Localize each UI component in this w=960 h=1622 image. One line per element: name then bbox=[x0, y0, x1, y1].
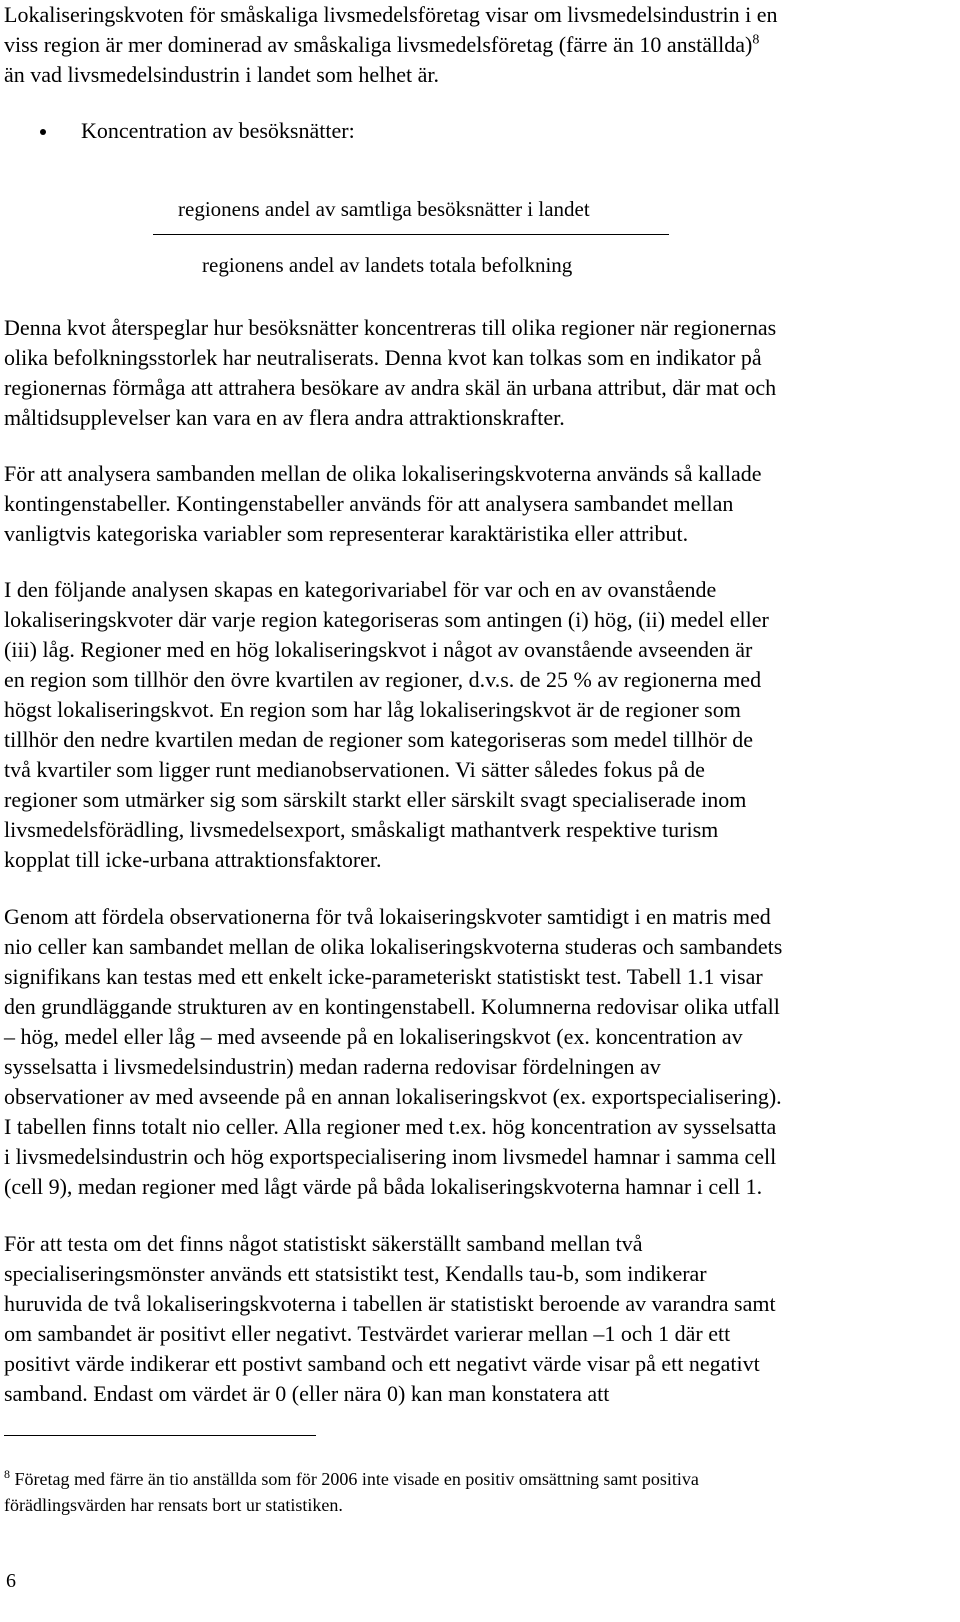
footnote-line: förädlingsvärden har rensats bort ur statistiken. bbox=[4, 1495, 343, 1515]
paragraph-line: den grundläggande strukturen av en kontingenstabell. Kolumnerna redovisar olika utfall bbox=[4, 994, 780, 1019]
paragraph-line: högst lokaliseringskvot. En region som har låg lokaliseringskvot är de regioner som bbox=[4, 697, 741, 722]
body-paragraph bbox=[4, 902, 954, 1202]
fraction-bar bbox=[153, 234, 669, 235]
formula-denominator: regionens andel av landets totala befolkning bbox=[202, 253, 573, 277]
intro-line: än vad livsmedelsindustrin i landet som helhet är. bbox=[4, 62, 440, 87]
body-paragraph bbox=[4, 1229, 954, 1409]
body-paragraph bbox=[4, 575, 954, 875]
paragraph-line: i livsmedelsindustrin och hög exportspecialisering inom livsmedel hamnar i samma cell bbox=[4, 1144, 777, 1169]
paragraph-line: specialiseringsmönster används ett statsistikt test, Kendalls tau-b, som indikerar bbox=[4, 1261, 707, 1286]
footnote-text: Företag med färre än tio anställda som för 2006 inte visade en positiv omsättning samt positiva bbox=[10, 1469, 699, 1489]
paragraph-line: I tabellen finns totalt nio celler. Alla regioner med t.ex. hög koncentration av sysselsatta bbox=[4, 1114, 777, 1139]
paragraph-line: Denna kvot återspeglar hur besöksnätter koncentreras till olika regioner när regionernas bbox=[4, 315, 777, 340]
paragraph-line: observationer av med avseende på en annan lokaliseringskvot (ex. exportspecialisering). bbox=[4, 1084, 782, 1109]
paragraph-line: huruvida de två lokaliseringskvoterna i tabellen är statistiskt beroende av varandra samt bbox=[4, 1291, 776, 1316]
intro-line: Lokaliseringskvoten för småskaliga livsmedelsföretag visar om livsmedelsindustrin i en bbox=[4, 2, 778, 27]
paragraph-line: regionernas förmåga att attrahera besökare av andra skäl än urbana attribut, där mat och bbox=[4, 375, 777, 400]
intro-line-text: viss region är mer dominerad av småskaliga livsmedelsföretag (färre än 10 anställda) bbox=[4, 32, 753, 57]
intro-line-with-footnote bbox=[4, 30, 954, 60]
paragraph-line: lokaliseringskvoter där varje region kategoriseras som antingen (i) hög, (ii) medel eller bbox=[4, 607, 769, 632]
paragraph-line: livsmedelsförädling, livsmedelsexport, småskaligt mathantverk respektive turism bbox=[4, 817, 719, 842]
paragraph-line: positivt värde indikerar ett postivt samband och ett negativt värde visar på ett negativt bbox=[4, 1351, 760, 1376]
body-paragraph bbox=[4, 313, 954, 433]
paragraph-line: en region som tillhör den övre kvartilen av regioner, d.v.s. de 25 % av regionerna med bbox=[4, 667, 762, 692]
footnote bbox=[4, 1466, 954, 1518]
footnote-reference[interactable]: 8 bbox=[752, 32, 760, 48]
paragraph-line: (cell 9), medan regioner med lågt värde på båda lokaliseringskvoterna hamnar i cell 1. bbox=[4, 1174, 763, 1199]
body-paragraph bbox=[4, 459, 954, 549]
footnote-number: 8 bbox=[4, 1467, 10, 1481]
paragraph-line: om sambandet är positivt eller negativt. Testvärdet varierar mellan –1 och 1 där ett bbox=[4, 1321, 731, 1346]
footnote-line bbox=[4, 1466, 954, 1492]
bullet-icon bbox=[40, 129, 46, 135]
paragraph-line: För att testa om det finns något statistiskt säkerställt samband mellan två bbox=[4, 1231, 643, 1256]
paragraph-line: vanligtvis kategoriska variabler som representerar karaktäristika eller attribut. bbox=[4, 521, 689, 546]
footnote-separator bbox=[4, 1435, 316, 1436]
paragraph-line: signifikans kan testas med ett enkelt icke-parameteriskt statistiskt test. Tabell 1.1 visar bbox=[4, 964, 763, 989]
paragraph-line: nio celler kan sambandet mellan de olika lokaliseringskvoterna studeras och sambandets bbox=[4, 934, 783, 959]
formula-numerator: regionens andel av samtliga besöksnätter i landet bbox=[178, 197, 590, 221]
paragraph-line: sysselsatta i livsmedelsindustrin) medan raderna redovisar fördelningen av bbox=[4, 1054, 661, 1079]
paragraph-line: (iii) låg. Regioner med en hög lokaliseringskvot i något av ovanstående avseenden är bbox=[4, 637, 753, 662]
paragraph-line: samband. Endast om värdet är 0 (eller nära 0) kan man konstatera att bbox=[4, 1381, 610, 1406]
paragraph-line: olika befolkningsstorlek har neutraliserats. Denna kvot kan tolkas som en indikator på bbox=[4, 345, 762, 370]
page-number: 6 bbox=[6, 1570, 16, 1592]
paragraph-line: kontingenstabeller. Kontingenstabeller används för att analysera sambandet mellan bbox=[4, 491, 734, 516]
paragraph-line: kopplat till icke-urbana attraktionsfaktorer. bbox=[4, 847, 382, 872]
paragraph-line: För att analysera sambanden mellan de olika lokaliseringskvoterna används så kallade bbox=[4, 461, 762, 486]
bullet-text: Koncentration av besöksnätter: bbox=[81, 118, 355, 143]
paragraph-line: måltidsupplevelser kan vara en av flera andra attraktionskrafter. bbox=[4, 405, 565, 430]
paragraph-line: regioner som utmärker sig som särskilt starkt eller särskilt svagt specialiserade inom bbox=[4, 787, 747, 812]
paragraph-line: – hög, medel eller låg – med avseende på en lokaliseringskvot (ex. koncentration av bbox=[4, 1024, 743, 1049]
paragraph-line: I den följande analysen skapas en kategorivariabel för var och en av ovanstående bbox=[4, 577, 717, 602]
intro-paragraph bbox=[4, 0, 954, 90]
paragraph-line: Genom att fördela observationerna för två lokaiseringskvoter samtidigt i en matris med bbox=[4, 904, 771, 929]
paragraph-line: två kvartiler som ligger runt medianobservationen. Vi sätter således fokus på de bbox=[4, 757, 705, 782]
paragraph-line: tillhör den nedre kvartilen medan de regioner som kategoriseras som medel tillhör de bbox=[4, 727, 753, 752]
